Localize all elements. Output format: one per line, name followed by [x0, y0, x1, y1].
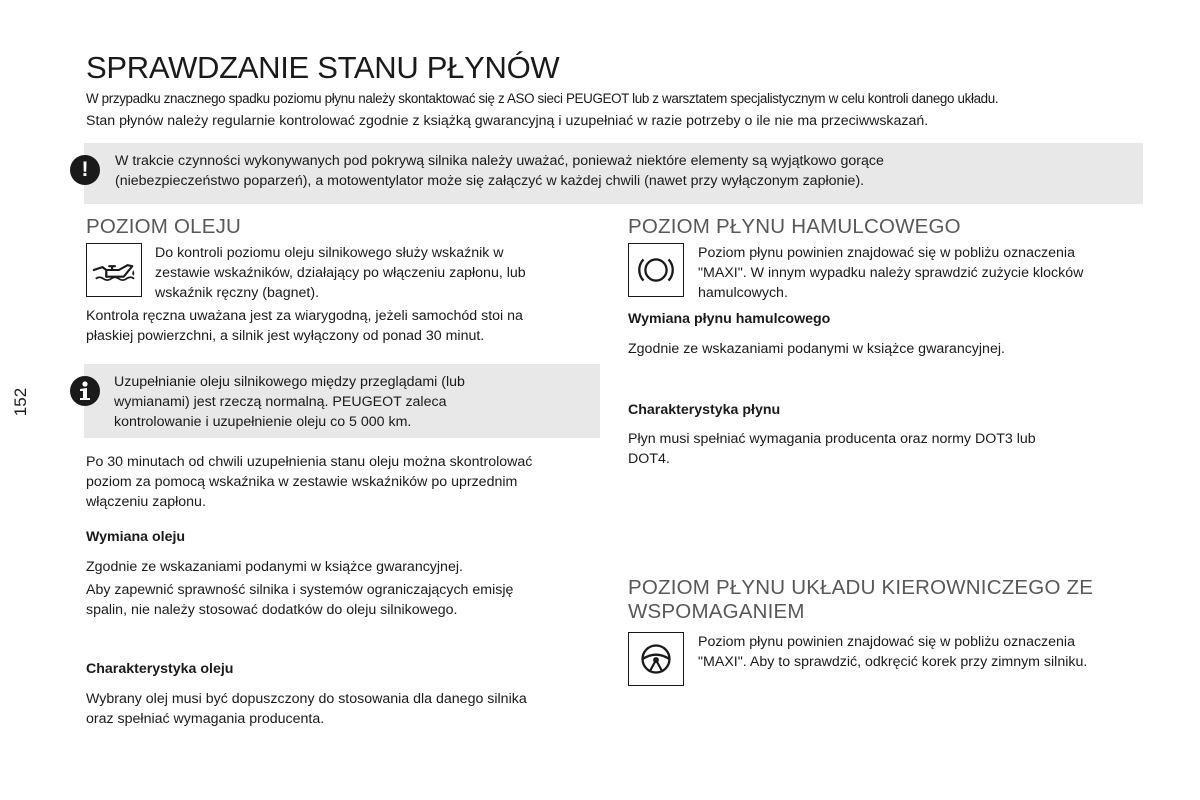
- oil-manual-check-text: [86, 306, 523, 346]
- oil-line-1: Do kontroli poziomu oleju silnikowego służy wskaźnik w: [155, 245, 504, 261]
- change-line-2: spalin, nie należy stosować dodatków do oleju silnikowego.: [86, 602, 458, 618]
- warning-box: [84, 143, 1143, 204]
- brake-level-text: [698, 243, 1083, 303]
- brake-line-1: Poziom płynu powinien znajdować się w pobliżu oznaczenia: [698, 245, 1075, 261]
- info-text: [114, 372, 534, 432]
- brake-spec-line-1: Płyn musi spełniać wymagania producenta oraz normy DOT3 lub: [628, 431, 1036, 447]
- spec-line-1: Wybrany olej musi być dopuszczony do stosowania dla danego silnika: [86, 691, 527, 707]
- steering-line-2: "MAXI". Aby to sprawdzić, odkręcić korek przy zimnym silniku.: [698, 654, 1088, 670]
- oil-change-text-1: Zgodnie ze wskazaniami podanymi w książce gwarancyjnej.: [86, 559, 463, 575]
- oil-spec-heading: Charakterystyka oleju: [86, 661, 234, 677]
- brake-line-2: "MAXI". W innym wypadku należy sprawdzić zużycie klocków: [698, 265, 1084, 281]
- brake-spec-text: [628, 429, 1036, 469]
- info-line-1: Uzupełnianie oleju silnikowego między przeglądami (lub: [114, 374, 465, 390]
- spec-line-2: oraz spełniać wymagania producenta.: [86, 711, 325, 727]
- brake-spec-heading: Charakterystyka płynu: [628, 402, 781, 418]
- page-number: 152: [11, 387, 30, 417]
- warning-text: [115, 151, 884, 191]
- brake-warning-icon: [628, 243, 684, 297]
- steering-level-text: [698, 632, 1087, 672]
- oil-heading: POZIOM OLEJU: [86, 215, 242, 238]
- intro-line-2: Stan płynów należy regularnie kontrolować zgodnie z książką gwarancyjną i uzupełniać w razie potrzeby o ile nie ma przeciwwskazań.: [86, 113, 929, 129]
- oil-line-3: wskaźnik ręczny (bagnet).: [155, 285, 320, 301]
- brake-line-3: hamulcowych.: [698, 285, 788, 301]
- page-title: SPRAWDZANIE STANU PŁYNÓW: [86, 50, 560, 85]
- oil-indicator-text: [155, 243, 526, 303]
- oil-change-text-2: [86, 580, 513, 620]
- oil-change-heading: Wymiana oleju: [86, 529, 186, 545]
- manual-line-2: płaskiej powierzchni, a silnik jest wyłączony od ponad 30 minut.: [86, 328, 485, 344]
- info-icon: [70, 376, 100, 406]
- steering-line-1: Poziom płynu powinien znajdować się w pobliżu oznaczenia: [698, 634, 1075, 650]
- brake-spec-line-2: DOT4.: [628, 451, 670, 467]
- warning-line-2: (niebezpieczeństwo poparzeń), a motowentylator może się załączyć w każdej chwili (nawet przy wyłączonym zapłonie).: [115, 173, 865, 189]
- after-line-2: poziom za pomocą wskaźnika w zestawie wskaźników po uprzednim: [86, 474, 518, 490]
- warning-line-1: W trakcie czynności wykonywanych pod pokrywą silnika należy uważać, ponieważ niektóre elementy są wyjątkowo gorące: [115, 153, 884, 169]
- exclamation-icon: !: [70, 155, 100, 185]
- after-line-3: włączeniu zapłonu.: [86, 494, 206, 510]
- oil-after-fill-text: [86, 452, 532, 512]
- oil-can-icon: [86, 243, 142, 297]
- after-line-1: Po 30 minutach od chwili uzupełnienia stanu oleju można skontrolować: [86, 454, 533, 470]
- oil-spec-text: [86, 689, 527, 729]
- info-line-3: kontrolowanie i uzupełnienie oleju co 5 000 km.: [114, 414, 412, 430]
- brake-change-heading: Wymiana płynu hamulcowego: [628, 311, 831, 327]
- change-line-1: Aby zapewnić sprawność silnika i systemów ograniczających emisję: [86, 582, 514, 598]
- steering-wheel-icon: [628, 632, 684, 686]
- steering-heading-line-1: POZIOM PŁYNU UKŁADU KIEROWNICZEGO ZE: [628, 576, 1094, 599]
- brake-change-text: Zgodnie ze wskazaniami podanymi w książce gwarancyjnej.: [628, 341, 1005, 357]
- manual-line-1: Kontrola ręczna uważana jest za wiarygodną, jeżeli samochód stoi na: [86, 308, 523, 324]
- steering-heading: [628, 576, 1093, 624]
- brake-heading: POZIOM PŁYNU HAMULCOWEGO: [628, 215, 961, 238]
- oil-line-2: zestawie wskaźników, działający po włączeniu zapłonu, lub: [155, 265, 526, 281]
- info-box: [84, 364, 600, 438]
- info-line-2: wymianami) jest rzeczą normalną. PEUGEOT zaleca: [114, 394, 447, 410]
- steering-heading-line-2: WSPOMAGANIEM: [628, 600, 805, 623]
- intro-line-1: W przypadku znacznego spadku poziomu płynu należy skontaktować się z ASO sieci PEUGEOT lub z warsztatem specjalistycznym w celu kontroli danego układu.: [86, 91, 999, 106]
